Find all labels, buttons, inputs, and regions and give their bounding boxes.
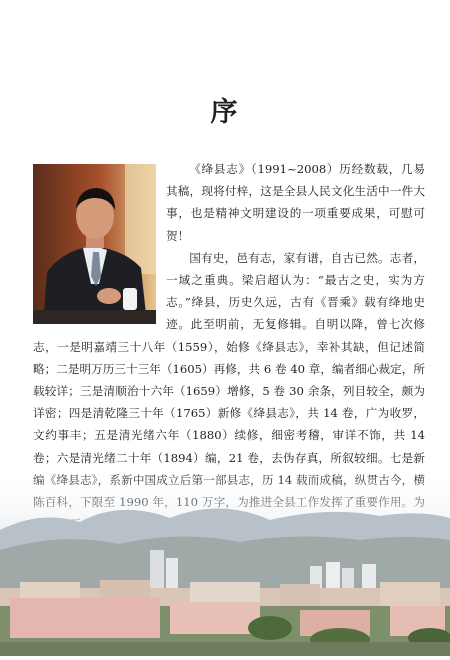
preface-paragraph-2: 国有史，邑有志，家有谱，自古已然。志者，一域之重典。梁启超认为：“最古之史，实为方志。”绛县，历史久远，古有《晋乘》载有绛地史迹。此至明前，无复修辑。自明以降，曾七次修志，一是明嘉靖三十八年（1559），始修《绛县志》，幸补其缺，但记述简略；二是明万历三十三年（1605）再修，共 6 卷 40 章，编者细心裁定，所载较详；三是清顺治十六年（1659）增修，5 卷 30 余条，列目较全，颇为详密；四是清乾隆三十年（1765）新修《绛县志》，共 14 卷，广为收罗，文约事丰；五是清光绪六年（1880）续修，细密考稽，审详不饰，共 14 卷；六是清光绪二十年（1894）编，21 卷，去伪存真，所叙较细。七是新: [33, 250, 425, 465]
page-title: 序: [210, 97, 240, 128]
city-skyline-illustration: [0, 470, 450, 656]
portrait-spacer: [33, 158, 166, 334]
skyline-graphic: [0, 470, 450, 656]
preface-paragraph-1: 《绛县志》（1991~2008）历经数载，几易其稿，现将付梓，这是全县人民文化生活中一件大事，也是精神文明建设的一项重要成果，可慰可贺！: [166, 162, 425, 243]
